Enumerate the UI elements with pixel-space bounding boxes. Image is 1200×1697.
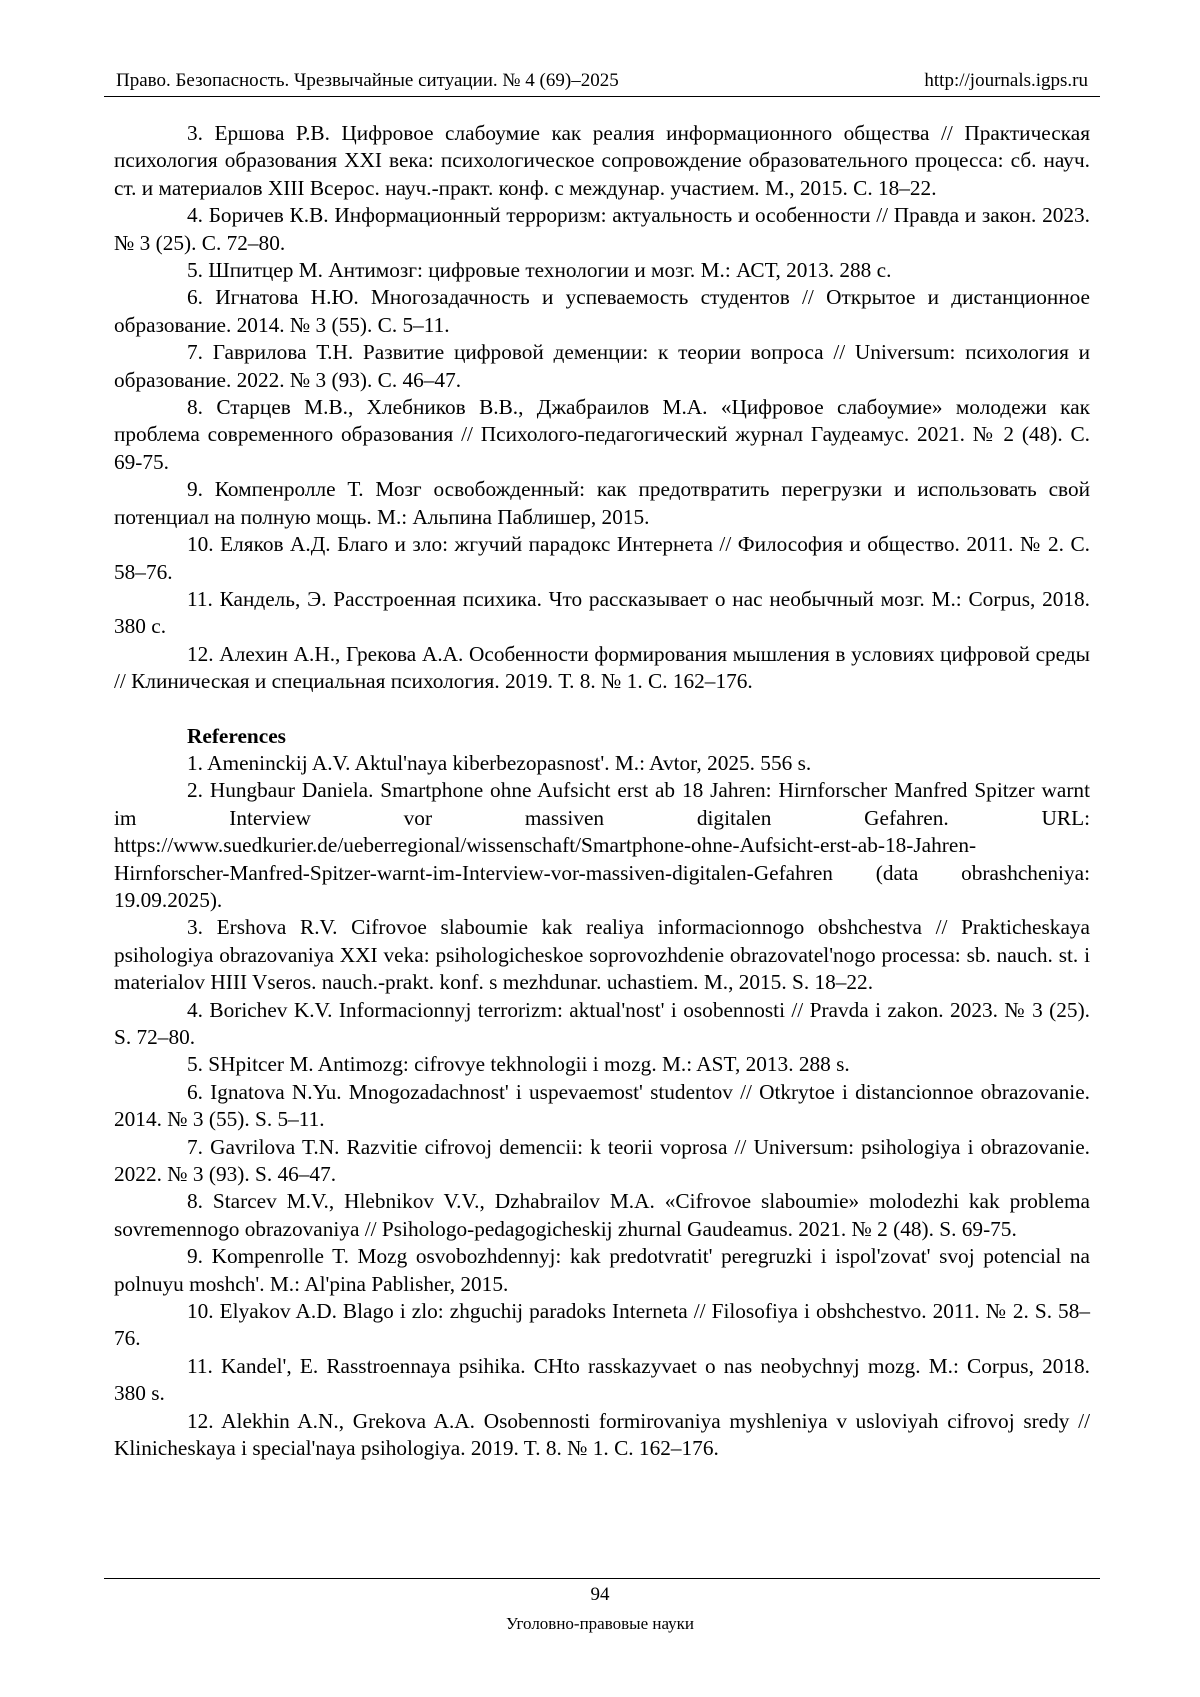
reference-item: 7. Gavrilova T.N. Razvitie cifrovoj demencii: k teorii voprosa // Universum: psihologiya i obrazovanie. 2022. № 3 (93). S. 46–47. (114, 1134, 1090, 1187)
reference-item: 1. Ameninckij A.V. Aktul'naya kiberbezopasnost'. M.: Avtor, 2025. 556 s. (187, 750, 812, 775)
literature-item: 4. Боричев К.В. Информационный терроризм: актуальность и особенности // Правда и закон. 2023. № 3 (25). С. 72–80. (114, 203, 1090, 255)
reference-item: 9. Kompenrolle T. Mozg osvobozhdennyj: kak predotvratit' peregruzki i ispol'zovat' svoj potencial na polnuyu moshch'. M.: Al'pina Pablisher, 2015. (114, 1244, 1090, 1296)
reference-item: 12. Alekhin A.N., Grekova A.A. Osobennosti formirovaniya myshleniya v usloviyah cifrovoj sredy // Klinicheskaya i special'naya psihologiya. 2019. T. 8. № 1. С. 162–176. (114, 1408, 1090, 1461)
journal-title: Право. Безопасность. Чрезвычайные ситуации. № 4 (69)–2025 (116, 70, 619, 91)
page-number: 94 (590, 1584, 610, 1605)
journal-url: http://journals.igps.ru (924, 70, 1088, 91)
reference-item: 2. Hungbaur Daniela. Smartphone ohne Aufsicht erst ab 18 Jahren: Hirnforscher Manfred Spitzer warnt im Interview vor massiven digitalen Gefahren. URL: https://www.suedkurier.de/ueberregional/wissenschaft/Smartphone-ohne-Aufsicht-erst-ab-18-Jahren-Hirnforscher-Manfred-Spitzer-warnt-im-Interview-vor-massiven-digitalen-Gefahren (data obrashcheniya: 19.09.2025). (114, 778, 1090, 912)
literature-item: 12. Алехин А.Н., Грекова А.А. Особенности формирования мышления в условиях цифровой среды // Клиническая и специальная психология. 2019. Т. 8. № 1. С. 162–176. (114, 641, 1090, 694)
section-name: Уголовно-правовые науки (505, 1614, 695, 1633)
literature-item: 7. Гаврилова Т.Н. Развитие цифровой деменции: к теории вопроса // Universum: психология и образование. 2022. № 3 (93). С. 46–47. (114, 340, 1090, 392)
literature-item: 8. Старцев М.В., Хлебников В.В., Джабраилов М.А. «Цифровое слабоумие» молодежи как проблема современного образования // Психолого-педагогический журнал Гаудеамус. 2021. № 2 (48). С. 69-75. (114, 395, 1090, 474)
reference-item: 6. Ignatova N.Yu. Mnogozadachnost' i uspevaemost' studentov // Otkrytoe i distancionnoe obrazovanie. 2014. № 3 (55). S. 5–11. (114, 1079, 1090, 1132)
references-heading: References (187, 723, 286, 748)
literature-item: 10. Еляков А.Д. Благо и зло: жгучий парадокс Интернета // Философия и общество. 2011. № 2. С. 58–76. (114, 532, 1090, 584)
reference-item: 8. Starcev M.V., Hlebnikov V.V., Dzhabrailov M.A. «Cifrovoe slaboumie» molodezhi kak problema sovremennogo obrazovaniya // Psihologo-pedagogicheskij zhurnal Gaudeamus. 2021. № 2 (48). S. 69-75. (114, 1189, 1090, 1241)
literature-item: 5. Шпитцер М. Антимозг: цифровые технологии и мозг. М.: АСТ, 2013. 288 с. (187, 258, 892, 283)
reference-item: 11. Kandel', E. Rasstroennaya psihika. CHto rasskazyvaet o nas neobychnyj mozg. M.: Corpus, 2018. 380 s. (114, 1353, 1090, 1406)
literature-item: 9. Компенролле Т. Мозг освобожденный: как предотвратить перегрузки и использовать свой потенциал на полную мощь. М.: Альпина Паблишер, 2015. (114, 477, 1090, 529)
bibliography (114, 120, 1090, 1463)
reference-item: 4. Borichev K.V. Informacionnyj terrorizm: aktual'nost' i osobennosti // Pravda i zakon. 2023. № 3 (25). S. 72–80. (114, 997, 1090, 1049)
footer-divider (104, 1578, 1100, 1579)
running-header (104, 70, 1100, 97)
reference-item: 3. Ershova R.V. Cifrovoe slaboumie kak realiya informacionnogo obshchestva // Prakticheskaya psihologiya obrazovaniya XXI veka: psihologicheskoe soprovozhdenie obrazovatel'nogo processa: sb. nauch. st. i materialov HIII Vseros. nauch.-prakt. konf. s mezhdunar. uchastiem. M., 2015. S. 18–22. (114, 915, 1090, 995)
literature-item: 3. Ершова Р.В. Цифровое слабоумие как реалия информационного общества // Практическая психология образования XXI века: психологическое сопровождение образовательного процесса: сб. науч. ст. и материалов XIII Всерос. науч.-практ. конф. с междунар. участием. М., 2015. С. 18–22. (114, 121, 1090, 200)
reference-item: 10. Elyakov A.D. Blago i zlo: zhguchij paradoks Interneta // Filosofiya i obshchestvo. 2011. № 2. S. 58–76. (114, 1299, 1090, 1351)
literature-item: 11. Кандель, Э. Расстроенная психика. Что рассказывает о нас необычный мозг. М.: Corpus, 2018. 380 с. (114, 586, 1090, 639)
reference-item: 5. SHpitcer M. Antimozg: cifrovye tekhnologii i mozg. M.: AST, 2013. 288 s. (187, 1052, 850, 1077)
literature-item: 6. Игнатова Н.Ю. Многозадачность и успеваемость студентов // Открытое и дистанционное образование. 2014. № 3 (55). С. 5–11. (114, 285, 1090, 337)
